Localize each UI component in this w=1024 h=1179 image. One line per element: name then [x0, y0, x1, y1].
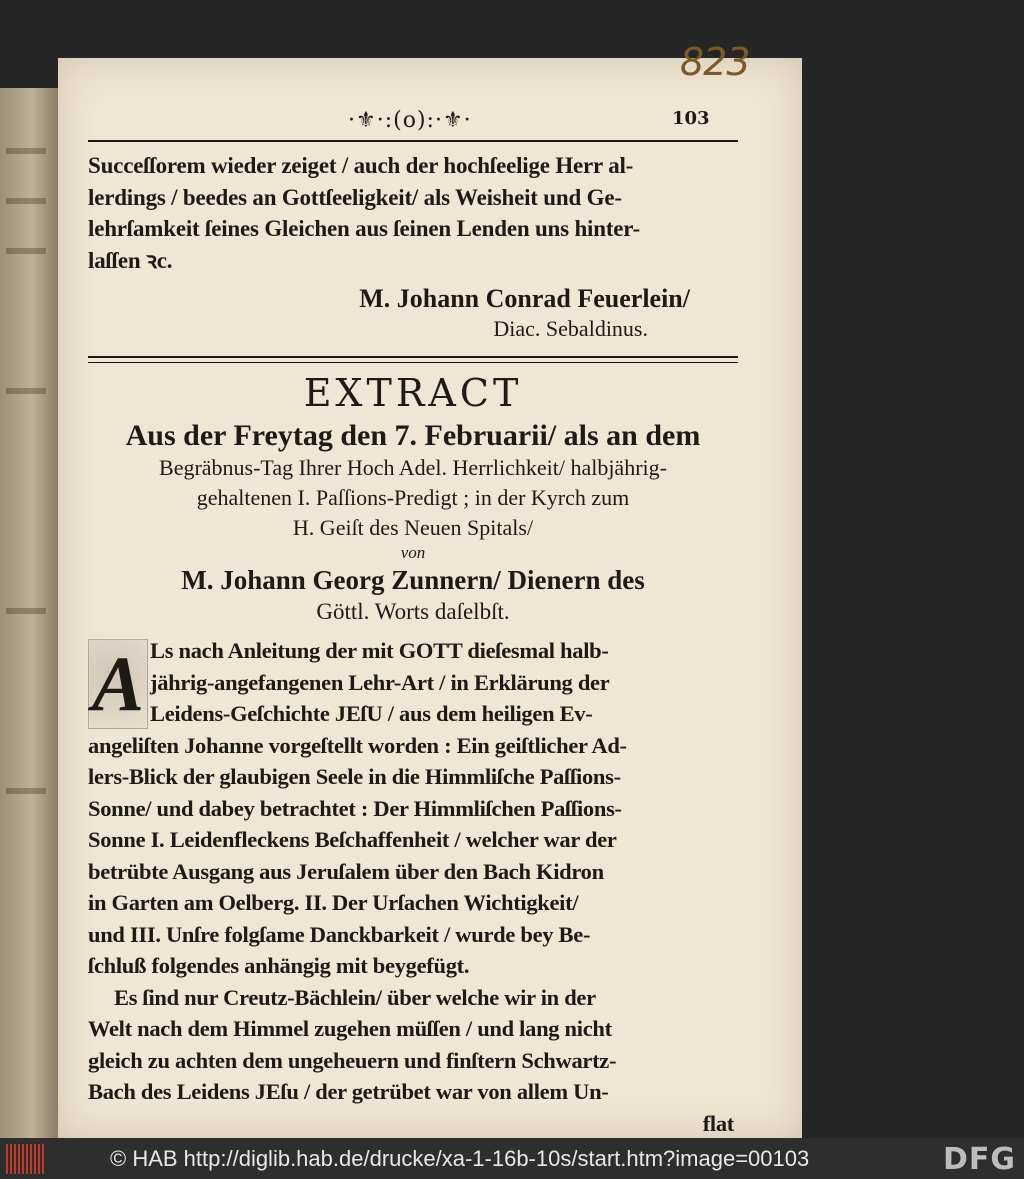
- ghost-text: [6, 788, 46, 794]
- decorated-initial: A: [88, 639, 148, 729]
- intro-paragraph: [88, 150, 738, 276]
- signature-role: Diac. Sebaldinus.: [493, 316, 648, 341]
- text-line: Es ſind nur Creutz-Bächlein/ über welche wir in der: [114, 984, 596, 1010]
- barcode-icon: [6, 1144, 46, 1174]
- previous-page-edge: [0, 88, 58, 1138]
- ghost-text: [6, 608, 46, 614]
- text-line: Sonne I. Leidenfleckens Beſchaffenheit / welcher war der: [88, 827, 617, 852]
- book-page: [58, 58, 802, 1138]
- text-line: angeliſten Johanne vorgeſtellt worden : Ein geiſtlicher Ad-: [88, 732, 627, 758]
- handwritten-folio-number: 823: [680, 40, 750, 84]
- text-line: Welt nach dem Himmel zugehen müſſen / und lang nicht: [88, 1016, 612, 1041]
- copyright-url[interactable]: © HAB http://diglib.hab.de/drucke/xa-1-16b-10s/start.htm?image=00103: [110, 1145, 810, 1171]
- text-line: laſſen ꝛc.: [88, 247, 173, 273]
- ghost-text: [6, 248, 46, 254]
- dfg-logo: DFG: [942, 1142, 1016, 1177]
- text-line: jährig-angefangenen Lehr-Art / in Erklärung der: [150, 669, 610, 695]
- ghost-text: [6, 198, 46, 204]
- catch-word: flat: [702, 1110, 734, 1136]
- heading-line: H. Geiſt des Neuen Spitals/: [292, 515, 534, 540]
- ghost-text: [6, 388, 46, 394]
- text-line: ſchluß folgendes anhängig mit beygefügt.: [88, 953, 470, 978]
- extract-title: EXTRACT: [303, 371, 523, 415]
- heading-author: M. Johann Georg Zunnern/ Dienern des: [181, 565, 645, 595]
- text-line: lehrſamkeit ſeines Gleichen aus ſeinen Lenden uns hinter-: [88, 216, 640, 241]
- footer-bar: [0, 1138, 1024, 1179]
- text-line: betrübte Ausgang aus Jeruſalem über den Bach Kidron: [88, 858, 604, 884]
- text-line: Bach des Leidens JEſu / der getrübet war von allem Un-: [88, 1079, 609, 1104]
- header-ornament: ·⚜·:(o):·⚜·: [348, 108, 472, 133]
- text-line: in Garten am Oelberg. II. Der Urſachen Wichtigkeit/: [88, 890, 579, 915]
- text-line: Succeſſorem wieder zeiget / auch der hochſeelige Herr al-: [88, 153, 634, 178]
- text-line: Ls nach Anleitung der mit GOTT dieſesmal halb-: [150, 638, 609, 663]
- second-paragraph: [88, 982, 738, 1140]
- heading-line: gehaltenen I. Paſſions-Predigt ; in der Kyrch zum: [196, 485, 630, 510]
- running-header: [88, 98, 738, 142]
- main-paragraph: [88, 635, 738, 982]
- page-content: [88, 98, 738, 1139]
- text-line: Leidens-Geſchichte JEſU / aus dem heiligen Ev-: [150, 701, 593, 726]
- heading-author-title: Göttl. Worts daſelbſt.: [316, 599, 510, 624]
- signature-name: M. Johann Conrad Feuerlein/: [359, 284, 690, 313]
- text-line: lers-Blick der glaubigen Seele in die Himmliſche Paſſions-: [88, 764, 621, 789]
- text-line: lerdings / beedes an Gottſeeligkeit/ als Weisheit und Ge-: [88, 184, 622, 210]
- heading-line: Aus der Freytag den 7. Februarii/ als an dem: [125, 419, 701, 452]
- text-line: gleich zu achten dem ungeheuern und finſtern Schwartz-: [88, 1047, 617, 1073]
- text-line: Sonne/ und dabey betrachtet : Der Himmliſchen Paſſions-: [88, 795, 622, 821]
- ghost-text: [6, 148, 46, 154]
- section-divider: [88, 356, 738, 363]
- heading-line: Begräbnus-Tag Ihrer Hoch Adel. Herrlichkeit/ halbjährig-: [159, 455, 667, 480]
- page-number: 103: [672, 108, 710, 129]
- text-line: und III. Unſre folgſame Danckbarkeit / wurde bey Be-: [88, 921, 591, 947]
- heading-von: von: [400, 543, 426, 562]
